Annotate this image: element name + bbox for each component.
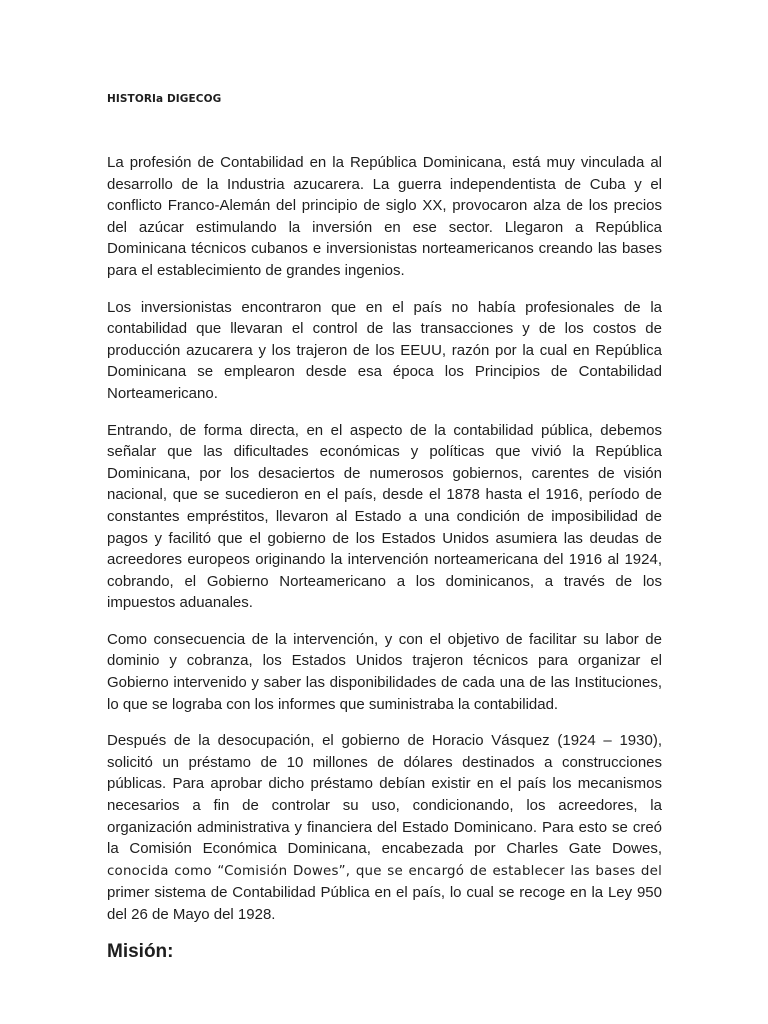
paragraph-2: Los inversionistas encontraron que en el país no había profesionales de la contabilidad que llevaran el control de las transacciones y de los costos de producción azucarera y los trajeron de los EEUU, razón por la cual en República Dominicana se emplearon desde esa época los Principios de Contabilidad Norteamericano. <box>107 298 662 402</box>
document-body <box>107 152 662 963</box>
paragraph-4: Como consecuencia de la intervención, y con el objetivo de facilitar su labor de dominio y cobranza, los Estados Unidos trajeron técnicos para organizar el Gobierno intervenido y saber las disponibilidades de cada una de las Instituciones, lo que se lograba con los informes que suministraba la contabilidad. <box>107 630 662 713</box>
paragraph-1: La profesión de Contabilidad en la República Dominicana, está muy vinculada al desarrollo de la Industria azucarera. La guerra independentista de Cuba y el conflicto Franco-Alemán del principio de siglo XX, provocaron alza de los precios del azúcar estimulando la inversión en ese sector. Llegaron a República Dominicana técnicos cubanos e inversionistas norteamericanos creando las bases para el establecimiento de grandes ingenios. <box>107 154 662 279</box>
paragraph-5 <box>107 730 662 925</box>
paragraph-3: Entrando, de forma directa, en el aspecto de la contabilidad pública, debemos señalar que las dificultades económicas y políticas que vivió la República Dominicana, por los desaciertos de numerosos gobiernos, carentes de visión nacional, que se sucedieron en el país, desde el 1878 hasta el 1916, período de constantes empréstitos, llevaron al Estado a una condición de imposibilidad de pagos y facilitó que el gobierno de los Estados Unidos asumiera las deudas de acreedores europeos originando la intervención norteamericana del 1916 al 1924, cobrando, el Gobierno Norteamericano a los dominicanos, a través de los impuestos aduanales. <box>107 421 662 612</box>
paragraph-5-part-2: conocida como “Comisión Dowes”, que se encargó de establecer las bases del <box>107 863 662 879</box>
paragraph-5-part-1: Después de la desocupación, el gobierno de Horacio Vásquez (1924 – 1930), solicitó un préstamo de 10 millones de dólares destinados a construcciones públicas. Para aprobar dicho préstamo debían existir en el país los mecanismos necesarios a fin de controlar su uso, condicionando, los acreedores, la organización administrativa y financiera del Estado Dominicano. Para esto se creó la Comisión Económica Dominicana, encabezada por Charles Gate Dowes, <box>107 732 662 858</box>
paragraph-5-part-3: primer sistema de Contabilidad Pública en el país, lo cual se recoge en la Ley 950 del 26 de Mayo del 1928. <box>107 884 662 923</box>
document-title: HISTORIa DIGECOG <box>107 93 222 105</box>
section-heading-mision: Misión: <box>107 940 174 962</box>
